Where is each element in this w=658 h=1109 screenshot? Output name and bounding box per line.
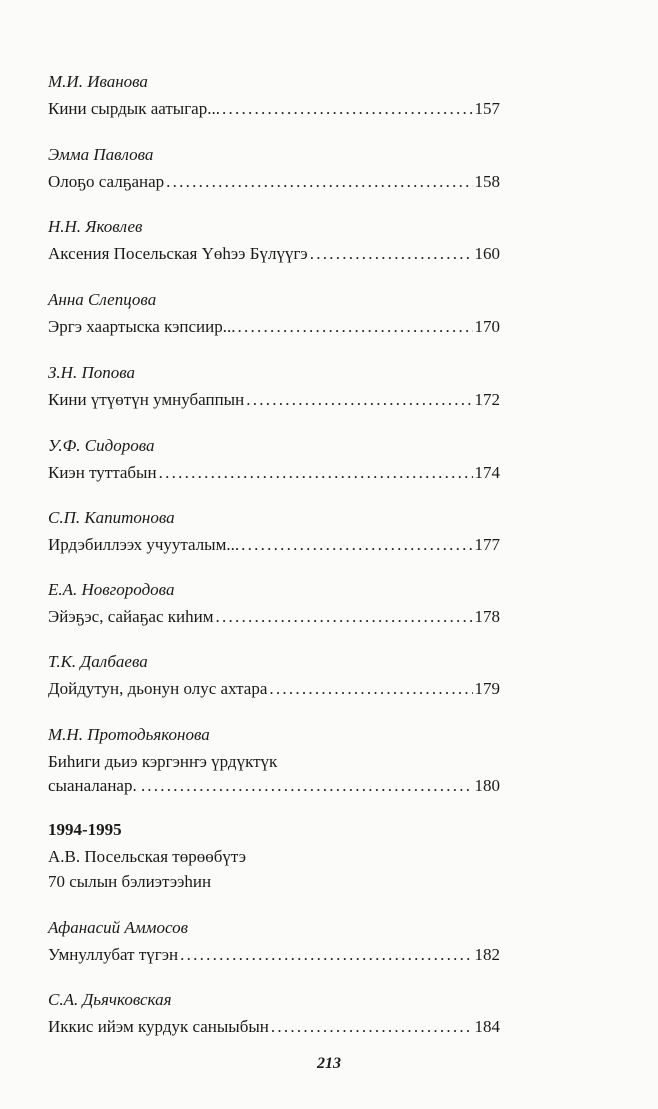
entry-author: Анна Слепцова xyxy=(48,290,157,309)
entry-author: Н.Н. Яковлев xyxy=(48,217,143,236)
entry-author: З.Н. Попова xyxy=(48,363,135,382)
entry-line xyxy=(48,462,500,484)
entry-line xyxy=(48,751,500,773)
toc-entry xyxy=(48,990,500,1038)
dot-leader xyxy=(222,98,473,120)
entry-page-number: 182 xyxy=(474,945,500,964)
toc-entry xyxy=(48,652,500,700)
entry-line xyxy=(48,678,500,700)
entry-author: М.Н. Протодьяконова xyxy=(48,725,210,744)
toc-entry xyxy=(48,217,500,265)
section-year-heading: 1994-1995 xyxy=(48,820,122,839)
dot-leader xyxy=(159,462,473,484)
entry-line xyxy=(48,98,500,120)
entry-author: С.А. Дьячковская xyxy=(48,990,172,1009)
toc-entry xyxy=(48,508,500,556)
entry-title: Ирдэбиллээх учууталым... xyxy=(48,535,240,554)
entry-page-number: 180 xyxy=(474,776,500,795)
entry-page-number: 172 xyxy=(474,390,500,409)
entry-title: Эргэ хаартыска кэпсиир... xyxy=(48,317,236,336)
entry-title: сыаналанар. . xyxy=(48,776,146,795)
entry-line xyxy=(48,1016,500,1038)
entry-author: Афанасий Аммосов xyxy=(48,918,189,937)
entry-author: У.Ф. Сидорова xyxy=(48,436,155,455)
entry-title: Олоҕо салҕанар xyxy=(48,172,165,191)
entry-page-number: 179 xyxy=(474,679,500,698)
entry-title-line1: Биһиги дьиэ кэргэнҥэ үрдүктүк xyxy=(48,752,278,771)
entry-page-number: 184 xyxy=(474,1017,500,1036)
entry-page-number: 158 xyxy=(474,172,500,191)
dot-leader xyxy=(271,1016,473,1038)
entry-title: Кини сырдык аатыгар... xyxy=(48,99,220,118)
entry-title: Иккис ийэм курдук саныыбын xyxy=(48,1017,269,1036)
section-subtitle-line1: А.В. Посельская төрөөбүтэ xyxy=(48,847,246,866)
dot-leader xyxy=(310,243,473,265)
entry-line xyxy=(48,775,500,797)
entry-line xyxy=(48,171,500,193)
entry-line xyxy=(48,944,500,966)
dot-leader xyxy=(269,678,472,700)
entry-author: Эмма Павлова xyxy=(48,145,154,164)
entry-author: Т.К. Далбаева xyxy=(48,652,148,671)
entry-page-number: 160 xyxy=(474,244,500,263)
dot-leader xyxy=(238,316,473,338)
entry-line xyxy=(48,534,500,556)
page-number: 213 xyxy=(317,1055,341,1072)
entry-author: С.П. Капитонова xyxy=(48,508,175,527)
dot-leader xyxy=(246,389,472,411)
section-subtitle-line2: 70 сылын бэлиэтээһин xyxy=(48,872,212,891)
entry-line xyxy=(48,389,500,411)
entry-author: М.И. Иванова xyxy=(48,72,148,91)
entry-line xyxy=(48,243,500,265)
toc-entry xyxy=(48,72,500,120)
dot-leader xyxy=(241,534,472,556)
entry-title: Аксения Посельская Үөһээ Бүлүүгэ xyxy=(48,244,308,263)
entry-line xyxy=(48,606,500,628)
entry-page-number: 170 xyxy=(474,317,500,336)
entry-title: Умнуллубат түгэн xyxy=(48,945,179,964)
entry-page-number: 157 xyxy=(474,99,500,118)
entry-title: Киэн туттабын xyxy=(48,463,157,482)
toc-entry xyxy=(48,145,500,193)
toc-entry xyxy=(48,363,500,411)
entry-title: Дойдутун, дьонун олус ахтара xyxy=(48,679,268,698)
toc-entry xyxy=(48,436,500,484)
dot-leader xyxy=(147,775,472,797)
entry-page-number: 174 xyxy=(474,463,500,482)
entry-line xyxy=(48,316,500,338)
toc-entry xyxy=(48,580,500,628)
dot-leader xyxy=(215,606,472,628)
entry-title: Кини үтүөтүн умнубаппын xyxy=(48,390,245,409)
entry-page-number: 178 xyxy=(474,607,500,626)
entry-title: Эйэҕэс, сайаҕас киһим xyxy=(48,607,214,626)
entry-author: Е.А. Новгородова xyxy=(48,580,175,599)
dot-leader xyxy=(166,171,472,193)
toc-entry xyxy=(48,918,500,966)
entry-page-number: 177 xyxy=(474,535,500,554)
dot-leader xyxy=(180,944,472,966)
toc-entry xyxy=(48,290,500,338)
toc-entry xyxy=(48,725,500,797)
